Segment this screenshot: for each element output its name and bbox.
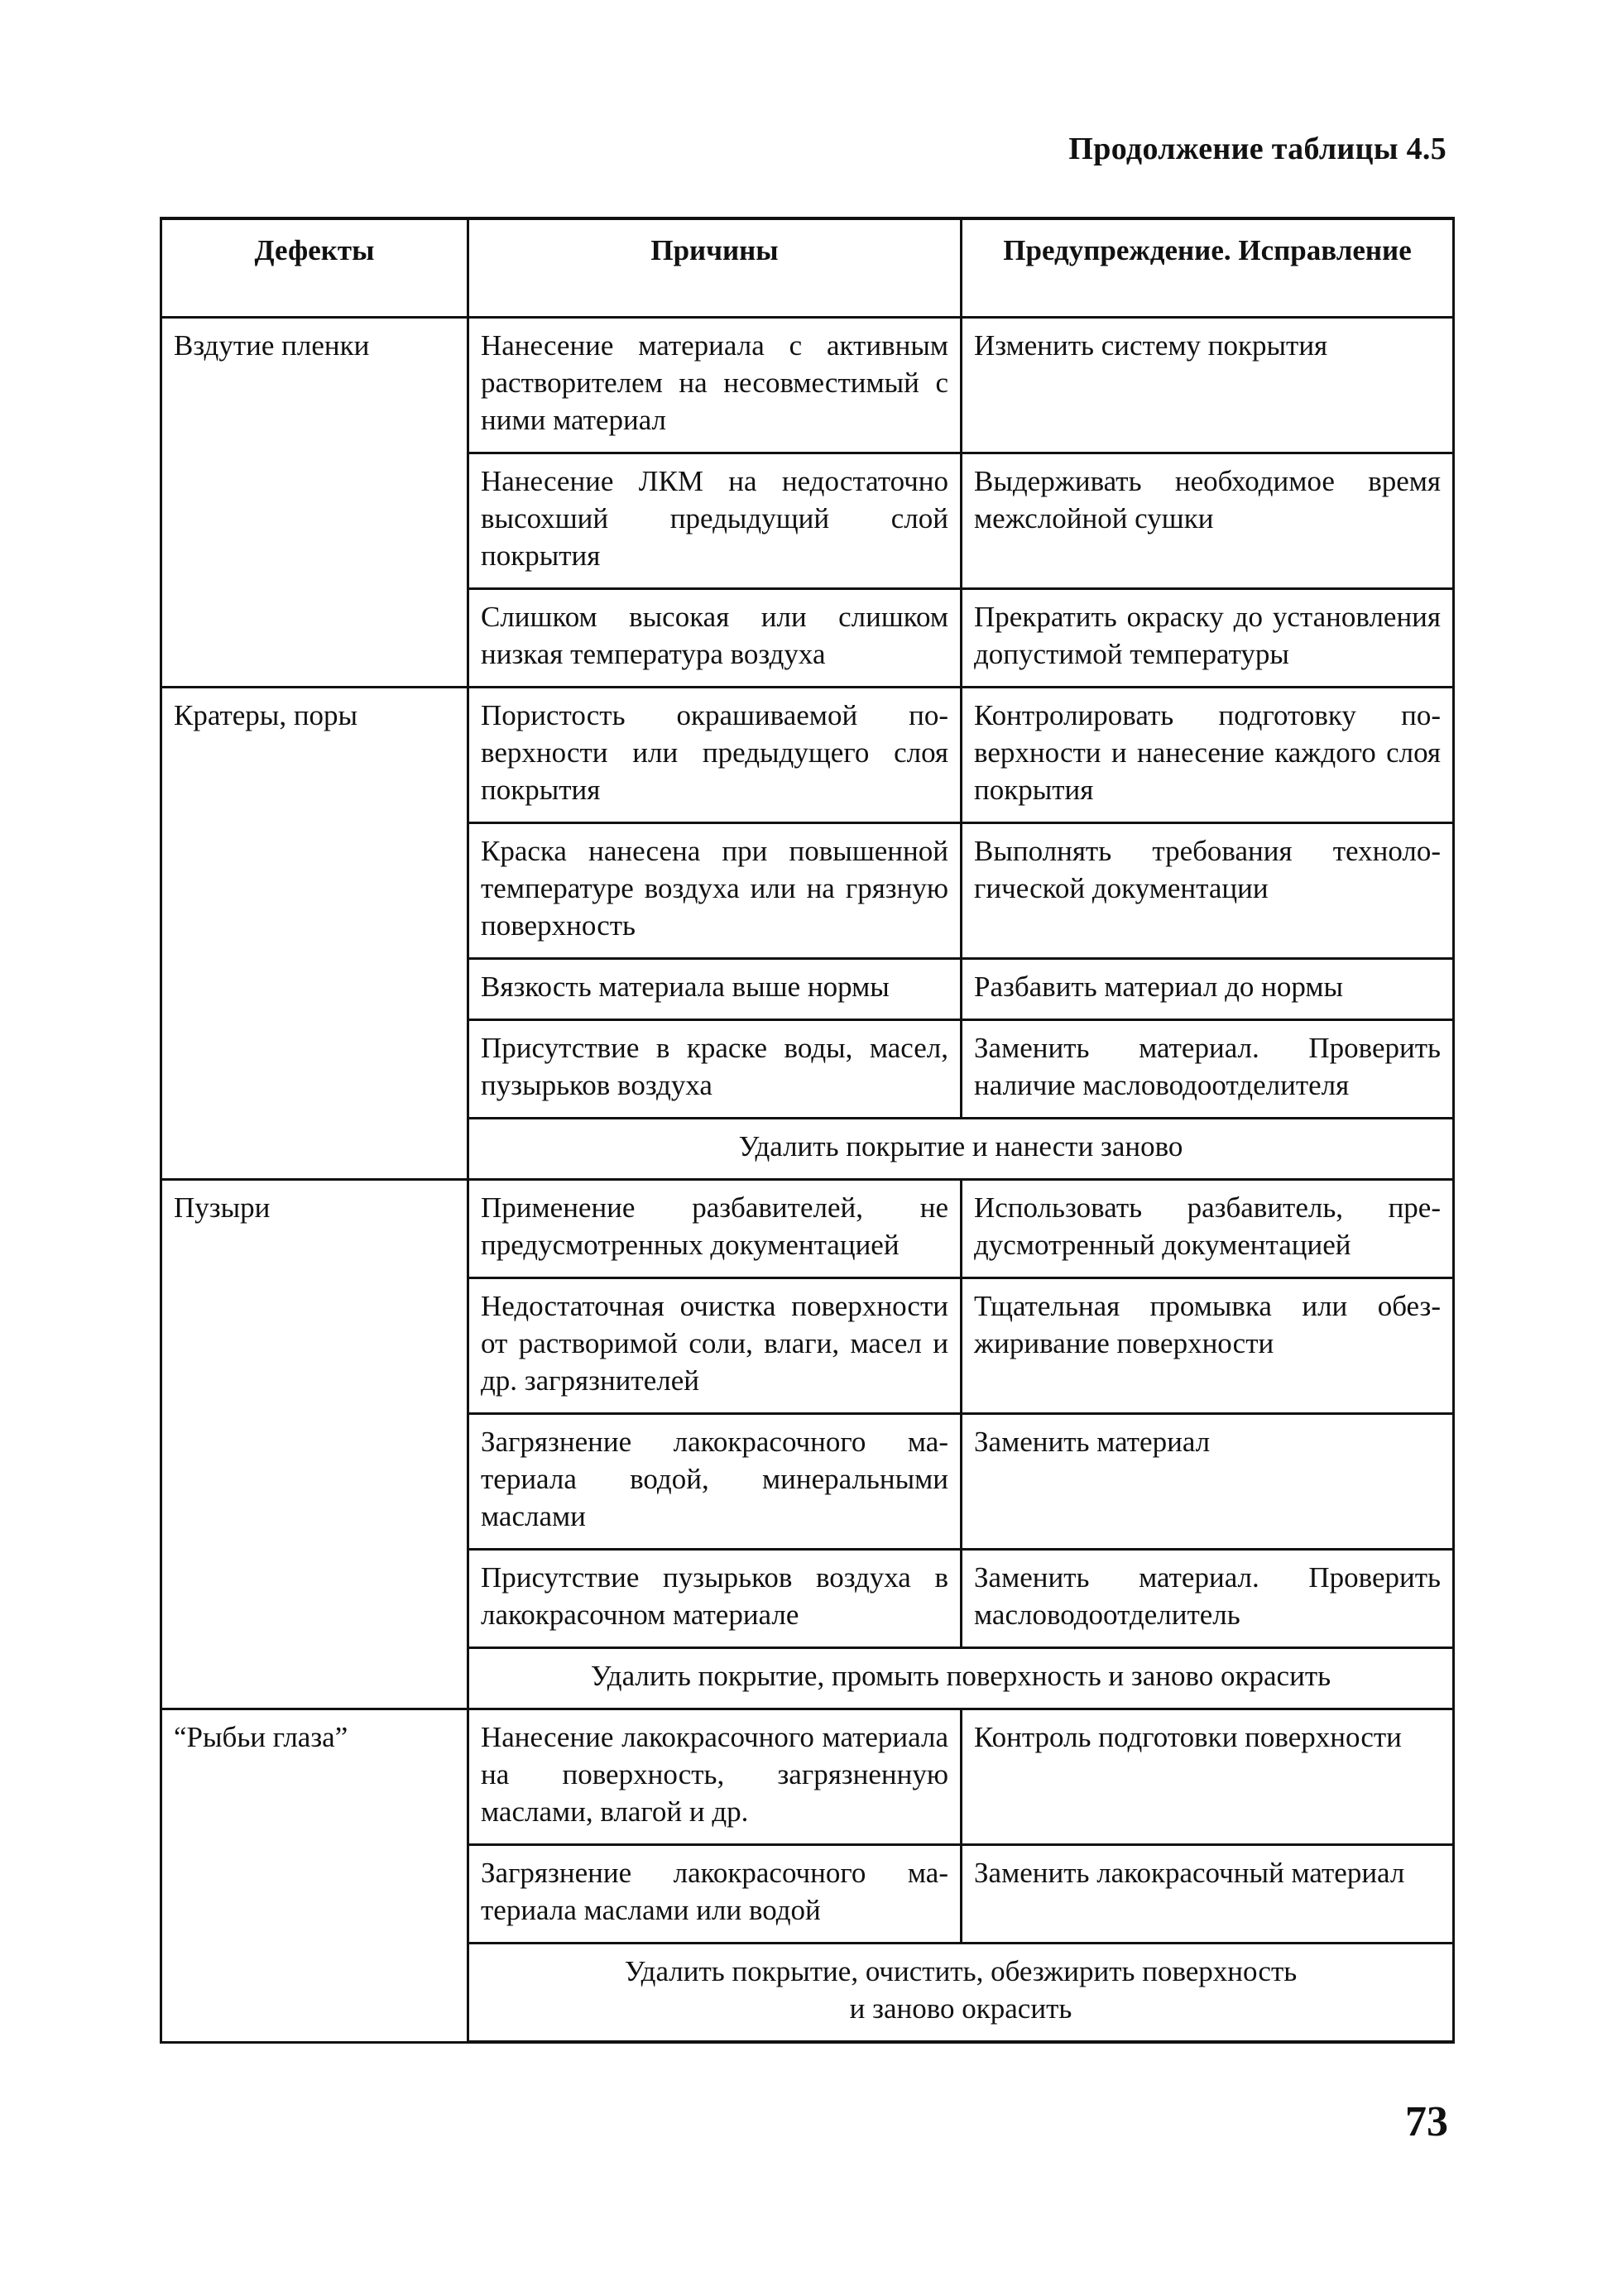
prevention-cell: Заменить материал. Проверить наличие масловодоотделителя: [962, 1020, 1454, 1119]
summary-text: и заново окрасить: [849, 1992, 1072, 2025]
cause-cell: Нанесение материала с активным растворителем на несовместимый с ними материал: [468, 318, 962, 453]
cause-cell: Загрязнение лакокрасочного материала водой, минеральными маслами: [468, 1414, 962, 1550]
cause-cell: Пористость окрашиваемой поверхности или предыдущего слоя покрытия: [468, 688, 962, 823]
table-row: [161, 1180, 1454, 1278]
table-row: [161, 1709, 1454, 1845]
defects-table-body: [161, 218, 1454, 2042]
defect-name-cell: Пузыри: [161, 1180, 468, 1709]
column-header-causes: Причины: [468, 218, 962, 318]
cause-cell: Краска нанесена при повышенной температуре воздуха или на грязную поверхность: [468, 823, 962, 959]
prevention-cell: Выполнять требования технологической документации: [962, 823, 1454, 959]
summary-text: Удалить покрытие, промыть поверхность и заново окрасить: [590, 1660, 1331, 1692]
cause-cell: Слишком высокая или слишком низкая температура воздуха: [468, 589, 962, 688]
prevention-cell: Прекратить окраску до установления допустимой температуры: [962, 589, 1454, 688]
column-header-defects: Дефекты: [161, 218, 468, 318]
cause-cell: Присутствие в краске воды, масел, пузырьков воздуха: [468, 1020, 962, 1119]
table-header-row: [161, 218, 1454, 318]
summary-cell: [468, 1119, 1454, 1180]
prevention-cell: Изменить систему покрытия: [962, 318, 1454, 453]
summary-text: Удалить покрытие и нанести заново: [738, 1130, 1183, 1162]
defects-table: [160, 217, 1455, 2044]
cause-cell: Применение разбавителей, не предусмотренных документацией: [468, 1180, 962, 1278]
prevention-cell: Контроль подготовки поверхности: [962, 1709, 1454, 1845]
prevention-cell: Заменить материал. Проверить масловодоотделитель: [962, 1550, 1454, 1648]
prevention-cell: Выдерживать необходимое время межслойной сушки: [962, 453, 1454, 589]
column-header-prevention: Предупреждение. Исправление: [962, 218, 1454, 318]
cause-cell: Вязкость материала выше нормы: [468, 959, 962, 1020]
cause-cell: Нанесение ЛКМ на недостаточно высохший предыдущий слой покрытия: [468, 453, 962, 589]
prevention-cell: Разбавить материал до нормы: [962, 959, 1454, 1020]
page-number: 73: [1405, 2098, 1448, 2145]
prevention-cell: Использовать разбавитель, предусмотренный документацией: [962, 1180, 1454, 1278]
summary-text: Удалить покрытие, очистить, обезжирить поверхность: [624, 1955, 1298, 1987]
prevention-cell: Тщательная промывка или обезжиривание поверхности: [962, 1278, 1454, 1414]
prevention-cell: Заменить материал: [962, 1414, 1454, 1550]
prevention-cell: Заменить лакокрасочный материал: [962, 1845, 1454, 1944]
table-row: [161, 318, 1454, 453]
cause-cell: Недостаточная очистка поверхности от растворимой соли, влаги, масел и др. загрязнителей: [468, 1278, 962, 1414]
summary-cell: [468, 1944, 1454, 2043]
table-row: [161, 688, 1454, 823]
cause-cell: Нанесение лакокрасочного материала на поверхность, загрязненную маслами, влагой и др.: [468, 1709, 962, 1845]
table-continuation-title: Продолжение таблицы 4.5: [1068, 132, 1446, 166]
defect-name-cell: Кратеры, поры: [161, 688, 468, 1180]
cause-cell: Присутствие пузырьков воздуха в лакокрасочном материале: [468, 1550, 962, 1648]
defect-name-cell: “Рыбьи глаза”: [161, 1709, 468, 2043]
defect-name-cell: Вздутие пленки: [161, 318, 468, 688]
prevention-cell: Контролировать подготовку поверхности и нанесение каждого слоя покрытия: [962, 688, 1454, 823]
cause-cell: Загрязнение лакокрасочного материала маслами или водой: [468, 1845, 962, 1944]
summary-cell: [468, 1648, 1454, 1709]
